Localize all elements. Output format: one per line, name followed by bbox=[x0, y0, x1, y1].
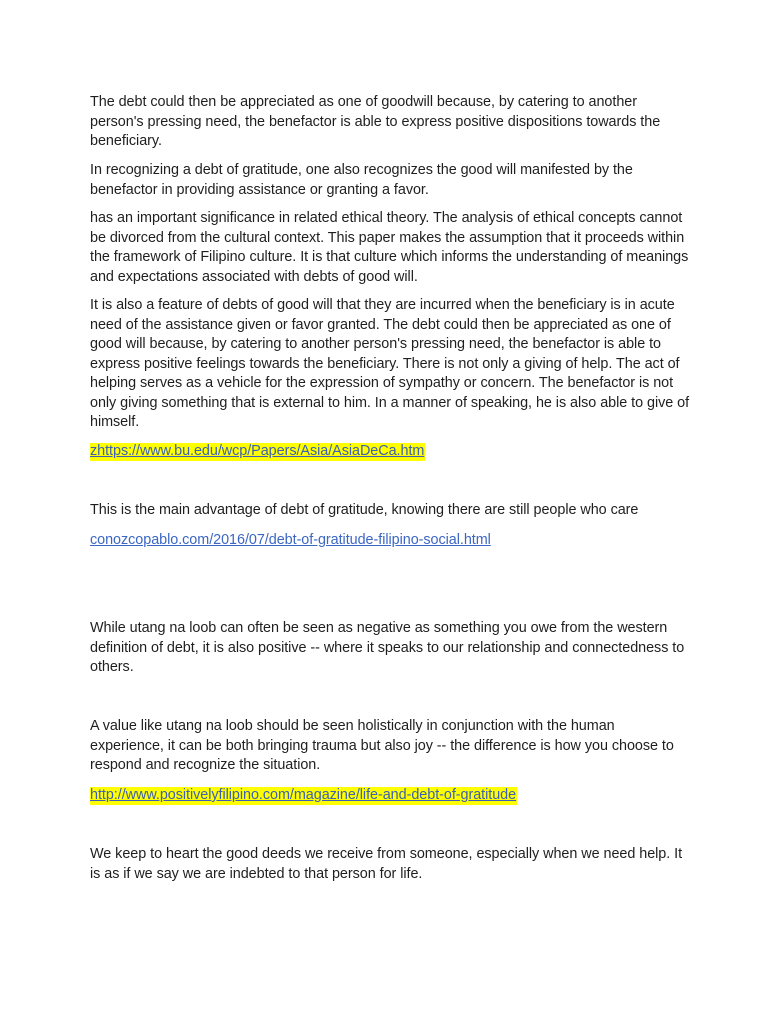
link-conozcopablo[interactable]: conozcopablo.com/2016/07/debt-of-gratitude-filipino-social.html bbox=[90, 532, 491, 548]
link-conozcopablo-row bbox=[90, 531, 690, 551]
paragraph-goodwill-debt: The debt could then be appreciated as one of goodwill because, by catering to another person's pressing need, the benefactor is able to express positive dispositions towards the beneficiary. bbox=[90, 94, 661, 149]
paragraph-debts-of-good-will: It is also a feature of debts of good will that they are incurred when the beneficiary is in acute need of the assistance given or favor granted. The debt could then be appreciated as one of good will because, by catering to another person's pressing need, the benefactor is able to express positive feelings towards the beneficiary. There is not only a giving of help. The act of helping serves as a vehicle for the expression of sympathy or concern. The benefactor is not only giving something that is external to him. In a manner of speaking, he is also able to give of himself. bbox=[90, 297, 690, 430]
paragraph-recognizing-debt: In recognizing a debt of gratitude, one also recognizes the good will manifested by the benefactor in providing assistance or granting a favor. bbox=[90, 162, 633, 198]
paragraph-utang-na-loob: While utang na loob can often be seen as negative as something you owe from the western definition of debt, it is also positive -- where it speaks to our relationship and connectedness to others. bbox=[90, 620, 685, 675]
link-positivelyfilipino[interactable]: http://www.positivelyfilipino.com/magazine/life-and-debt-of-gratitude bbox=[90, 787, 517, 803]
link-bu-paper[interactable]: zhttps://www.bu.edu/wcp/Papers/Asia/AsiaDeCa.htm bbox=[90, 443, 425, 459]
paragraph-keep-to-heart: We keep to heart the good deeds we receive from someone, especially when we need help. It is as if we say we are indebted to that person for life. bbox=[90, 846, 683, 882]
paragraph-value-holistic: A value like utang na loob should be seen holistically in conjunction with the human experience, it can be both bringing trauma but also joy -- the difference is how you choose to respond and recognize the situation. bbox=[90, 718, 674, 773]
paragraph-main-advantage: This is the main advantage of debt of gratitude, knowing there are still people who care bbox=[90, 502, 639, 518]
paragraph-ethical-significance: has an important significance in related ethical theory. The analysis of ethical concepts cannot be divorced from the cultural context. This paper makes the assumption that it proceeds within the framework of Filipino culture. It is that culture which informs the understanding of meanings and expectations associated with debts of good will. bbox=[90, 210, 689, 285]
link-positivelyfilipino-row bbox=[90, 786, 690, 806]
link-bu-paper-row bbox=[90, 442, 690, 462]
